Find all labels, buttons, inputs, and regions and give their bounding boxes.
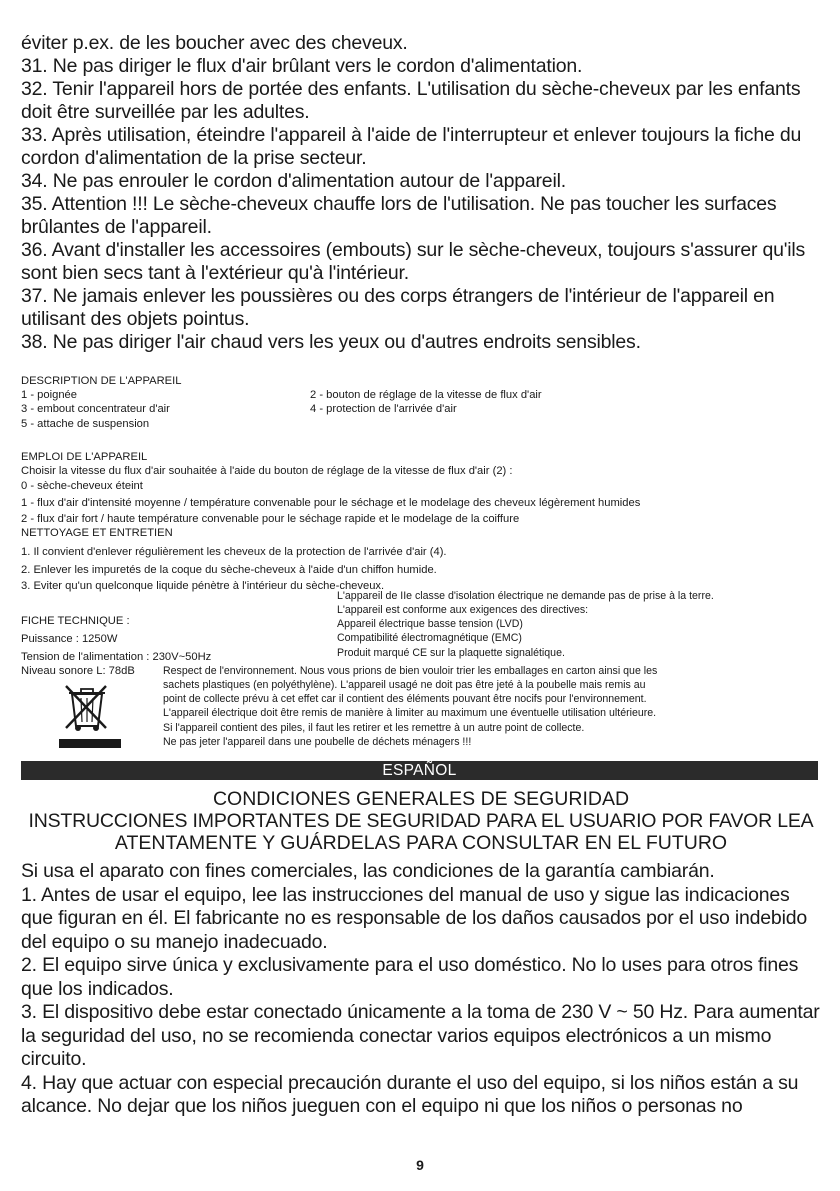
- page-number: 9: [416, 1157, 424, 1173]
- spec-voltage: Tension de l'alimentation : 230V~50Hz: [21, 651, 212, 663]
- compliance-line: Compatibilité électromagnétique (EMC): [337, 632, 522, 644]
- spanish-heading-title: CONDICIONES GENERALES DE SEGURIDAD: [212, 788, 630, 810]
- environment-line: point de collecte prévu à cet effet car il contient des éléments pouvant être nocifs pour l'environnement.: [163, 693, 647, 705]
- french-item: éviter p.ex. de les boucher avec des cheveux.: [21, 32, 408, 54]
- environment-line: Respect de l'environnement. Nous vous prions de bien vouloir trier les emballages en carton ainsi que les: [163, 665, 658, 677]
- maintenance-line: 1. Il convient d'enlever régulièrement les cheveux de la protection de l'arrivée d'air (4).: [21, 546, 447, 558]
- part-3: 3 - embout concentrateur d'air: [21, 403, 170, 415]
- maintenance-title: NETTOYAGE ET ENTRETIEN: [21, 527, 173, 539]
- french-item: 33. Après utilisation, éteindre l'appareil à l'aide de l'interrupteur et enlever toujours la fiche du cordon d'alimentation de la prise secteur.: [21, 124, 802, 169]
- part-2: 2 - bouton de réglage de la vitesse de flux d'air: [310, 389, 542, 401]
- french-item: 37. Ne jamais enlever les poussières ou des corps étrangers de l'intérieur de l'appareil en utilisant des objets pointus.: [21, 285, 775, 330]
- spec-noise: Niveau sonore L: 78dB: [21, 665, 135, 677]
- environment-line: sachets plastiques (en polyéthylène). L'appareil usagé ne doit pas être jeté à la poubelle mais remis au: [163, 679, 646, 691]
- compliance-line: L'appareil de IIe classe d'isolation électrique ne demande pas de prise à la terre.: [337, 590, 714, 602]
- spanish-item: 3. El dispositivo debe estar conectado únicamente a la toma de 230 V ~ 50 Hz. Para aumentar la seguridad del uso, no se recomienda conectar varios equipos electrónicos a un mismo circuito.: [21, 1001, 820, 1070]
- language-bar: [21, 761, 818, 780]
- french-item: 34. Ne pas enrouler le cordon d'alimentation autour de l'appareil.: [21, 170, 566, 192]
- usage-line: 2 - flux d'air fort / haute température convenable pour le séchage rapide et le modelage de la coiffure: [21, 513, 520, 525]
- usage-line: 1 - flux d'air d'intensité moyenne / température convenable pour le séchage et le modelage des cheveux légèrement humides: [21, 497, 641, 509]
- french-item: 38. Ne pas diriger l'air chaud vers les yeux ou d'autres endroits sensibles.: [21, 331, 641, 353]
- environment-line: Ne pas jeter l'appareil dans une poubelle de déchets ménagers !!!: [163, 736, 472, 748]
- description-title: DESCRIPTION DE L'APPAREIL: [21, 375, 182, 387]
- spanish-item: Si usa el aparato con fines comerciales, las condiciones de la garantía cambiarán.: [21, 860, 715, 882]
- french-item: 31. Ne pas diriger le flux d'air brûlant vers le cordon d'alimentation.: [21, 55, 583, 77]
- spanish-heading-subtitle-1: INSTRUCCIONES IMPORTANTES DE SEGURIDAD PARA EL USUARIO POR FAVOR LEA: [28, 810, 814, 832]
- spec-title: FICHE TECHNIQUE :: [21, 615, 130, 627]
- part-5: 5 - attache de suspension: [21, 418, 150, 430]
- usage-line: Choisir la vitesse du flux d'air souhaitée à l'aide du bouton de réglage de la vitesse de flux d'air (2) :: [21, 465, 513, 477]
- compliance-line: L'appareil est conforme aux exigences des directives:: [337, 604, 589, 616]
- compliance-line: Appareil électrique basse tension (LVD): [337, 618, 523, 630]
- compliance-line: Produit marqué CE sur la plaquette signalétique.: [337, 647, 565, 659]
- part-4: 4 - protection de l'arrivée d'air: [310, 403, 457, 415]
- spanish-item: 1. Antes de usar el equipo, lee las instrucciones del manual de uso y sigue las indicaciones que figuran en él. El fabricante no es responsable de los daños causados por el uso indebido del equipo o su manejo inadecuado.: [21, 883, 807, 953]
- spanish-safety-list: [21, 860, 821, 1119]
- spec-power: Puissance : 1250W: [21, 633, 118, 645]
- usage-line: 0 - sèche-cheveux éteint: [21, 480, 143, 492]
- spanish-item: 4. Hay que actuar con especial precaución durante el uso del equipo, si los niños están a su alcance. No dejar que los niños jueguen con el equipo ni que los niños o personas no: [21, 1071, 799, 1117]
- maintenance-line: 3. Eviter qu'un quelconque liquide pénètre à l'intérieur du sèche-cheveux.: [21, 580, 385, 592]
- environment-line: L'appareil électrique doit être remis de manière à limiter au maximum une éventuelle utilisation ultérieure.: [163, 707, 657, 719]
- french-safety-list: [21, 32, 821, 354]
- french-item: 35. Attention !!! Le sèche-cheveux chauffe lors de l'utilisation. Ne pas toucher les surfaces brûlantes de l'appareil.: [21, 193, 777, 238]
- spanish-heading-subtitle-2: ATENTAMENTE Y GUÁRDELAS PARA CONSULTAR EN EL FUTURO: [114, 832, 728, 854]
- weee-bin-icon: [48, 676, 126, 748]
- french-item: 36. Avant d'installer les accessoires (embouts) sur le sèche-cheveux, toujours s'assurer qu'ils sont bien secs tant à l'extérieur qu'à l'intérieur.: [21, 239, 806, 284]
- maintenance-line: 2. Enlever les impuretés de la coque du sèche-cheveux à l'aide d'un chiffon humide.: [21, 564, 437, 576]
- usage-title: EMPLOI DE L'APPAREIL: [21, 451, 148, 463]
- language-label: ESPAÑOL: [382, 762, 457, 779]
- spanish-item: 2. El equipo sirve única y exclusivamente para el uso doméstico. No lo uses para otros fines que los indicados.: [21, 954, 799, 1000]
- french-item: 32. Tenir l'appareil hors de portée des enfants. L'utilisation du sèche-cheveux par les enfants doit être surveillée par les adultes.: [21, 78, 801, 123]
- environment-line: Si l'appareil contient des piles, il faut les retirer et les remettre à un autre point de collecte.: [163, 722, 585, 734]
- part-1: 1 - poignée: [21, 389, 77, 401]
